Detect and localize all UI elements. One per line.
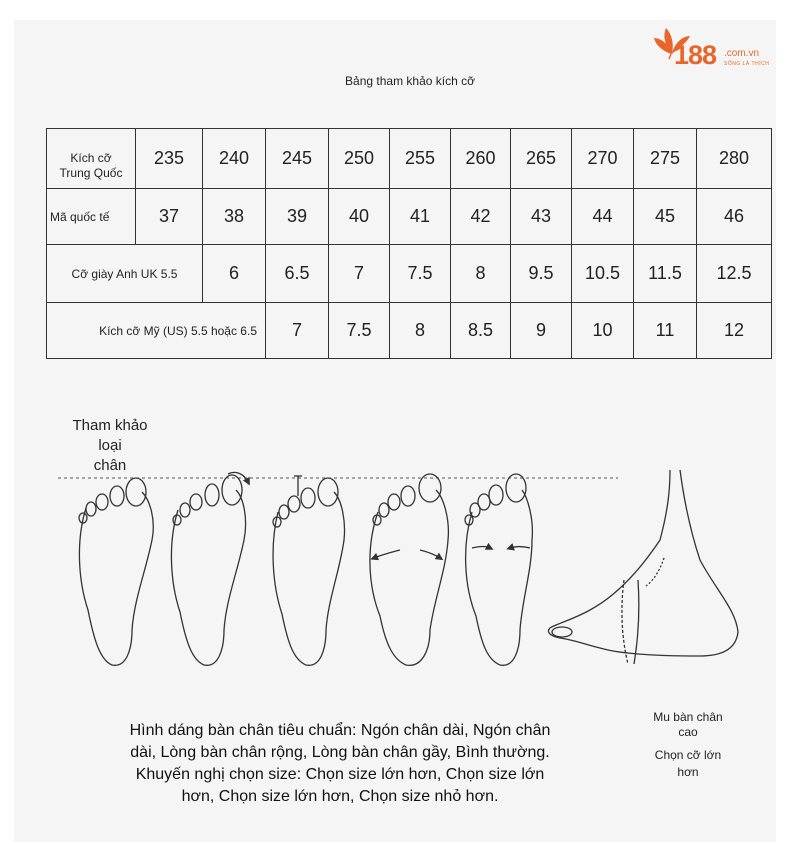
instep-label-line-2: cao bbox=[678, 725, 698, 739]
table-cell: 10.5 bbox=[572, 245, 634, 303]
table-cell: 6.5 bbox=[266, 245, 329, 303]
table-cell: 245 bbox=[266, 129, 329, 189]
logo-number: 188 bbox=[674, 40, 717, 70]
instep-label-line-1: Mu bàn chân bbox=[653, 710, 723, 724]
instep-advice-line-2: hơn bbox=[677, 765, 699, 779]
foot-narrow-icon bbox=[465, 474, 532, 665]
description-line-4: hơn, Chọn size lớn hơn, Chọn size nhỏ hơn. bbox=[181, 788, 499, 805]
instep-advice-line-1: Chọn cỡ lớn bbox=[654, 748, 722, 762]
foot-long-second-toe-icon bbox=[171, 472, 248, 665]
table-cell: 12 bbox=[697, 303, 772, 359]
table-cell: 280 bbox=[697, 129, 772, 189]
table-cell: 7.5 bbox=[329, 303, 390, 359]
table-cell: 8 bbox=[451, 245, 511, 303]
foot-reference-title-line-2: chân bbox=[93, 457, 127, 474]
table-cell: 7 bbox=[329, 245, 390, 303]
logo-tagline: SỐNG LÀ THÍCH bbox=[724, 61, 770, 67]
table-row-us bbox=[47, 303, 772, 359]
instep-advice bbox=[640, 747, 736, 781]
table-cell: 46 bbox=[697, 189, 772, 245]
table-cell: 42 bbox=[451, 189, 511, 245]
foot-type-description bbox=[70, 720, 610, 808]
foot-long-big-toe-icon bbox=[273, 476, 345, 665]
table-cell: 45 bbox=[634, 189, 697, 245]
label-line-1: Kích cỡ bbox=[70, 150, 112, 165]
description-line-2: dài, Lòng bàn chân rộng, Lòng bàn chân gầy, Bình thường. bbox=[130, 744, 550, 761]
row-label-china bbox=[47, 129, 136, 189]
table-cell: 44 bbox=[572, 189, 634, 245]
instep-label bbox=[640, 710, 736, 740]
row-label-us: Kích cỡ Mỹ (US) 5.5 hoặc 6.5 bbox=[47, 303, 266, 359]
table-cell: 12.5 bbox=[697, 245, 772, 303]
table-cell: 11.5 bbox=[634, 245, 697, 303]
table-cell: 7 bbox=[266, 303, 329, 359]
foot-long-toe-icon bbox=[79, 478, 153, 665]
description-line-3: Khuyến nghị chọn size: Chọn size lớn hơn, Chọn size lớn bbox=[135, 766, 545, 783]
foot-reference-title-line-1: Tham khảo loại bbox=[72, 417, 148, 454]
table-row-china bbox=[47, 129, 772, 189]
table-cell: 260 bbox=[451, 129, 511, 189]
logo-domain: .com.vn bbox=[724, 48, 760, 59]
table-row-international bbox=[47, 189, 772, 245]
label-line-2: Trung Quốc bbox=[59, 165, 123, 180]
table-cell: 9 bbox=[511, 303, 572, 359]
description-line-1: Hình dáng bàn chân tiêu chuẩn: Ngón chân dài, Ngón chân bbox=[129, 722, 551, 739]
table-cell: 41 bbox=[390, 189, 451, 245]
table-cell: 10 bbox=[572, 303, 634, 359]
page-title: Bảng tham khảo kích cỡ bbox=[345, 74, 475, 88]
table-cell: 240 bbox=[203, 129, 266, 189]
table-cell: 11 bbox=[634, 303, 697, 359]
table-row-uk bbox=[47, 245, 772, 303]
table-cell: 8.5 bbox=[451, 303, 511, 359]
table-cell: 39 bbox=[266, 189, 329, 245]
table-cell: 270 bbox=[572, 129, 634, 189]
table-cell: 250 bbox=[329, 129, 390, 189]
table-cell: 9.5 bbox=[511, 245, 572, 303]
row-label-international: Mã quốc tế bbox=[47, 189, 136, 245]
table-cell: 40 bbox=[329, 189, 390, 245]
table-cell: 6 bbox=[203, 245, 266, 303]
table-cell: 37 bbox=[136, 189, 203, 245]
table-cell: 235 bbox=[136, 129, 203, 189]
table-cell: 265 bbox=[511, 129, 572, 189]
table-cell: 8 bbox=[390, 303, 451, 359]
brand-logo[interactable] bbox=[652, 24, 772, 74]
foot-illustrations bbox=[0, 460, 790, 700]
table-cell: 275 bbox=[634, 129, 697, 189]
table-cell: 255 bbox=[390, 129, 451, 189]
table-cell: 38 bbox=[203, 189, 266, 245]
table-cell: 7.5 bbox=[390, 245, 451, 303]
size-chart-table bbox=[46, 128, 772, 359]
row-label-uk: Cỡ giày Anh UK 5.5 bbox=[47, 245, 203, 303]
foot-wide-icon bbox=[370, 474, 448, 665]
table-cell: 43 bbox=[511, 189, 572, 245]
foot-high-instep-icon bbox=[548, 470, 738, 664]
